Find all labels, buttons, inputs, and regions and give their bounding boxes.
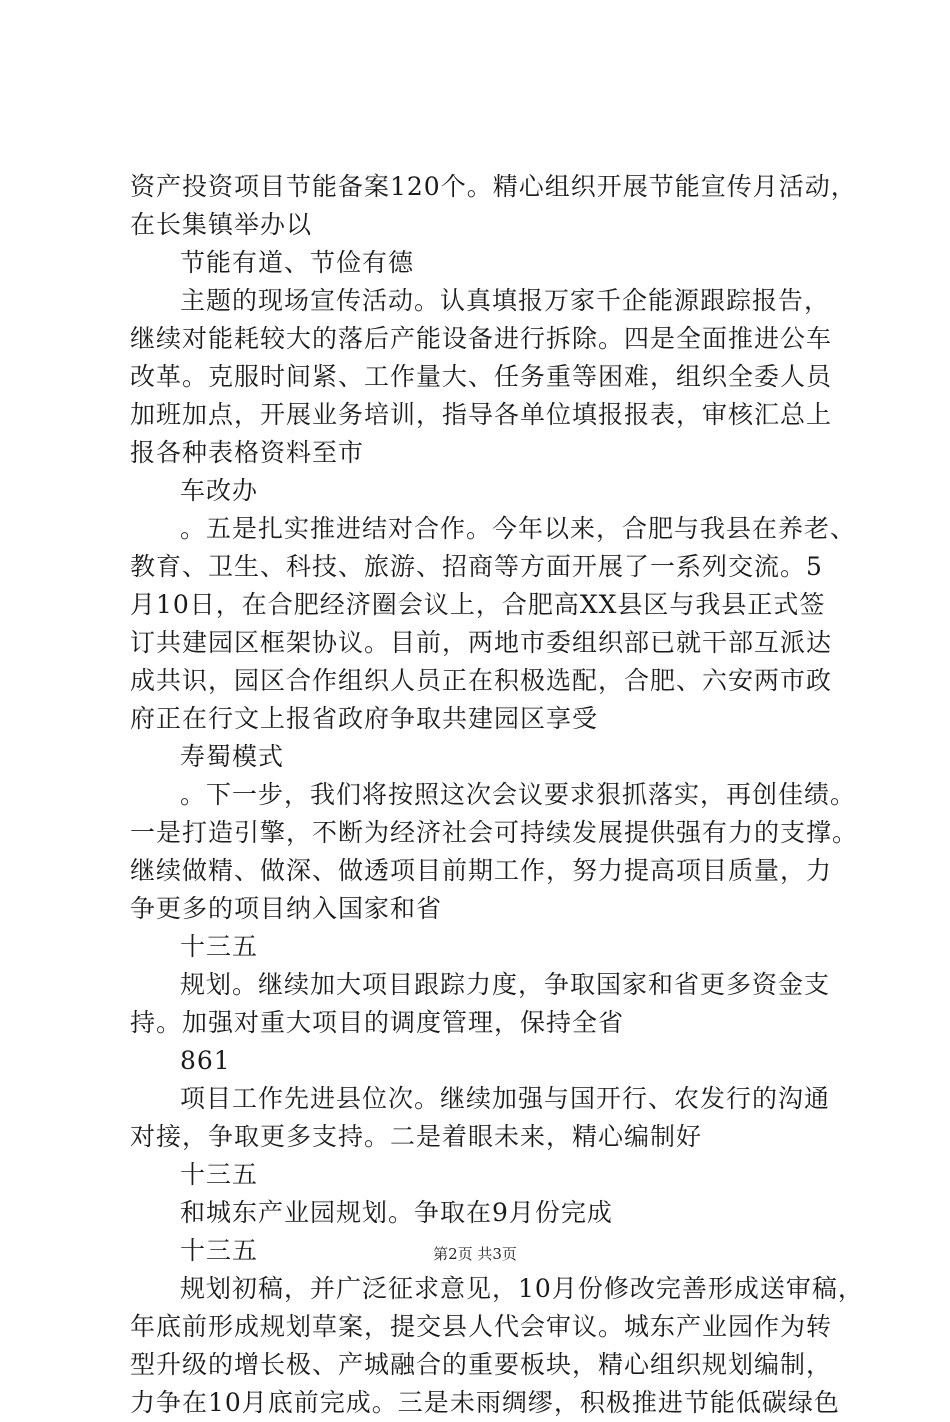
text-line: 继续对能耗较大的落后产能设备进行拆除。四是全面推进公车 [130,324,833,353]
text-line: 争更多的项目纳入国家和省 [130,894,443,923]
text-line: 一是打造引擎，不断为经济社会可持续发展提供强有力的支撑。 [130,818,859,847]
text-line: 和城东产业园规划。争取在9月份完成 [180,1198,613,1227]
text-line: 型升级的增长极、产城融合的重要板块，精心组织规划编制， [130,1350,833,1379]
document-body [130,168,864,1422]
text-line: 月10日，在合肥经济圈会议上，合肥高XX县区与我县正式签 [130,590,826,619]
text-line: 对接，争取更多支持。二是着眼未来，精心编制好 [130,1122,703,1151]
text-line: 继续做精、做深、做透项目前期工作，努力提高项目质量，力 [130,856,833,885]
text-line: 十三五 [180,1236,259,1265]
text-line: 十三五 [180,932,259,961]
text-line: 主题的现场宣传活动。认真填报万家千企能源跟踪报告， [180,286,831,315]
text-line: 年底前形成规划草案，提交县人代会审议。城东产业园作为转 [130,1312,833,1341]
text-line: 改革。克服时间紧、工作量大、任务重等困难，组织全委人员 [130,362,833,391]
text-line: 节能有道、节俭有德 [180,248,415,277]
text-line: 。下一步，我们将按照这次会议要求狠抓落实，再创佳绩。 [180,780,857,809]
text-line: 加班加点，开展业务培训，指导各单位填报报表，审核汇总上 [130,400,833,429]
text-line: 资产投资项目节能备案120个。精心组织开展节能宣传月活动， [130,172,857,201]
text-line: 府正在行文上报省政府争取共建园区享受 [130,704,599,733]
text-line: 十三五 [180,1160,259,1189]
text-line: 报各种表格资料至市 [130,438,365,467]
page-footer: 第2页 共3页 [433,1245,517,1263]
text-line: 教育、卫生、科技、旅游、招商等方面开展了一系列交流。5 [130,552,823,581]
text-line: 成共识，园区合作组织人员正在积极选配，合肥、六安两市政 [130,666,833,695]
text-line: 在长集镇举办以 [130,210,313,239]
text-line: 。五是扎实推进结对合作。今年以来，合肥与我县在养老、 [180,514,857,543]
text-line: 规划。继续加大项目跟踪力度，争取国家和省更多资金支 [180,970,831,999]
text-line: 力争在10月底前完成。三是未雨绸缪，积极推进节能低碳绿色 [130,1388,840,1417]
text-line: 持。加强对重大项目的调度管理，保持全省 [130,1008,625,1037]
text-line: 项目工作先进县位次。继续加强与国开行、农发行的沟通 [180,1084,831,1113]
text-line: 寿蜀模式 [180,742,285,771]
text-line: 规划初稿，并广泛征求意见，10月份修改完善形成送审稿， [180,1274,864,1303]
text-line: 861 [180,1046,231,1075]
text-line: 车改办 [180,476,259,505]
text-line: 订共建园区框架协议。目前，两地市委组织部已就干部互派达 [130,628,833,657]
